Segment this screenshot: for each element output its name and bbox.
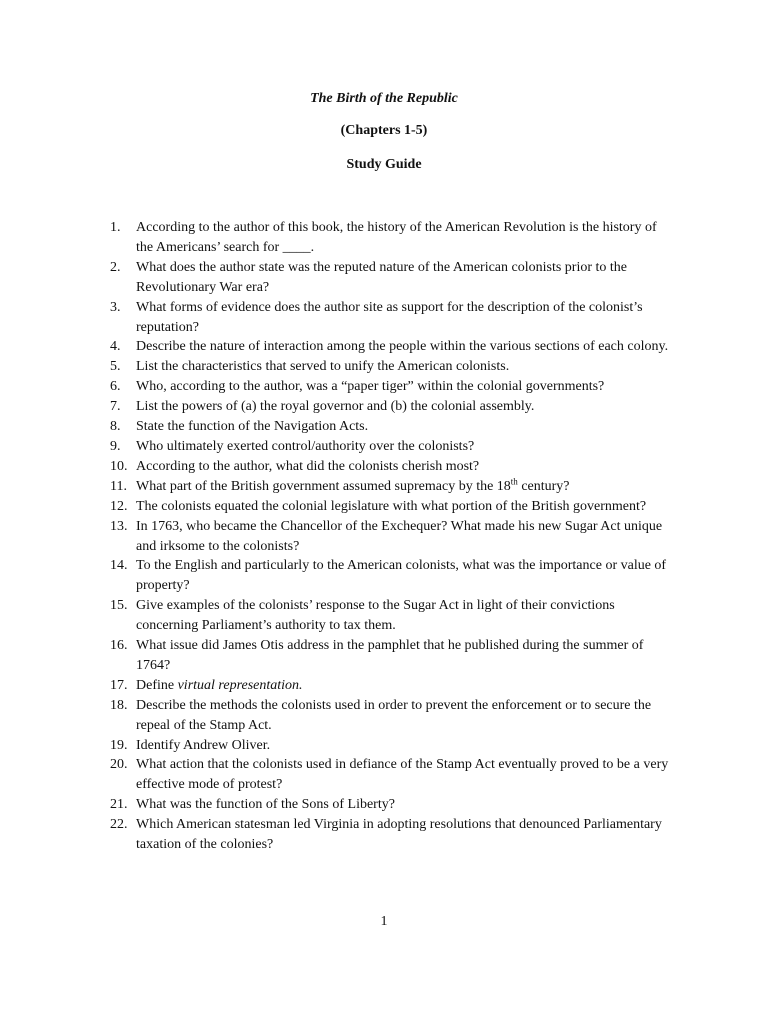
question-text: Give examples of the colonists’ response to the Sugar Act in light of their convictions concerning Parliament’s authority to tax them. bbox=[136, 598, 615, 634]
question-text bbox=[136, 678, 303, 693]
question-item bbox=[110, 357, 670, 377]
question-number: 14. bbox=[110, 558, 128, 574]
question-number: 11. bbox=[110, 478, 127, 494]
question-number: 8. bbox=[110, 419, 121, 435]
question-text: The colonists equated the colonial legislature with what portion of the British government? bbox=[136, 498, 647, 514]
question-number: 4. bbox=[110, 339, 121, 355]
question-text: Describe the methods the colonists used in order to prevent the enforcement or to secure the repeal of the Stamp Act. bbox=[136, 697, 652, 733]
question-text: According to the author, what did the colonists cherish most? bbox=[136, 458, 480, 474]
question-item bbox=[110, 298, 670, 338]
question-item bbox=[110, 258, 670, 298]
question-number: 7. bbox=[110, 399, 121, 415]
question-number: 6. bbox=[110, 379, 121, 395]
question-text-after: century? bbox=[517, 478, 570, 494]
question-number: 18. bbox=[110, 697, 128, 713]
question-item bbox=[110, 556, 670, 596]
question-item bbox=[110, 457, 670, 477]
question-text: To the English and particularly to the American colonists, what was the importance or value of property? bbox=[136, 558, 667, 594]
ordinal-superscript: th bbox=[510, 476, 518, 487]
question-text: What does the author state was the reputed nature of the American colonists prior to the Revolutionary War era? bbox=[136, 259, 628, 295]
question-item bbox=[110, 437, 670, 457]
question-text: What was the function of the Sons of Liberty? bbox=[136, 797, 395, 813]
question-list bbox=[110, 218, 670, 855]
question-text: State the function of the Navigation Acts. bbox=[136, 419, 369, 435]
question-item bbox=[110, 377, 670, 397]
question-item bbox=[110, 676, 670, 696]
question-text: Identify Andrew Oliver. bbox=[136, 737, 271, 753]
chapters-heading: (Chapters 1-5) bbox=[340, 123, 428, 138]
question-text: List the characteristics that served to unify the American colonists. bbox=[136, 359, 510, 375]
question-number: 21. bbox=[110, 797, 128, 813]
question-text: Who, according to the author, was a “paper tiger” within the colonial governments? bbox=[136, 379, 605, 395]
question-text: What issue did James Otis address in the pamphlet that he published during the summer of 1764? bbox=[136, 638, 644, 673]
question-number: 17. bbox=[110, 677, 128, 693]
question-number: 10. bbox=[110, 458, 128, 474]
question-number: 2. bbox=[110, 259, 121, 275]
question-item bbox=[110, 517, 670, 557]
question-number: 16. bbox=[110, 638, 128, 654]
question-number: 19. bbox=[110, 737, 128, 753]
question-text: In 1763, who became the Chancellor of the Exchequer? What made his new Sugar Act unique and irksome to the colonists? bbox=[136, 518, 663, 554]
question-text-before: What part of the British government assumed supremacy by the 18 bbox=[136, 478, 511, 494]
question-text: Who ultimately exerted control/authority over the colonists? bbox=[136, 438, 475, 454]
question-item bbox=[110, 397, 670, 417]
question-number: 22. bbox=[110, 817, 128, 833]
question-item bbox=[110, 417, 670, 437]
question-number: 9. bbox=[110, 438, 121, 454]
question-item bbox=[110, 477, 670, 497]
question-text: Describe the nature of interaction among the people within the various sections of each colony. bbox=[136, 339, 669, 355]
question-text: What forms of evidence does the author site as support for the description of the colonist’s reputation? bbox=[136, 299, 643, 335]
question-number: 13. bbox=[110, 518, 128, 534]
question-item bbox=[110, 736, 670, 756]
question-item bbox=[110, 696, 670, 736]
question-number: 5. bbox=[110, 359, 121, 375]
question-item bbox=[110, 497, 670, 517]
question-item bbox=[110, 218, 670, 258]
question-item bbox=[110, 596, 670, 636]
question-text: What action that the colonists used in defiance of the Stamp Act eventually proved to be a very effective mode of protest? bbox=[136, 757, 669, 793]
study-guide-heading: Study Guide bbox=[346, 157, 422, 172]
italic-term: virtual representation. bbox=[177, 677, 303, 693]
question-item bbox=[110, 337, 670, 357]
question-number: 1. bbox=[110, 220, 121, 235]
question-text bbox=[136, 476, 570, 494]
document-title: The Birth of the Republic bbox=[310, 91, 458, 106]
question-text: List the powers of (a) the royal governor and (b) the colonial assembly. bbox=[136, 399, 535, 415]
question-number: 3. bbox=[110, 299, 121, 315]
question-number: 12. bbox=[110, 498, 128, 514]
question-item bbox=[110, 755, 670, 795]
question-text: Which American statesman led Virginia in adopting resolutions that denounced Parliamentary taxation of the colonies? bbox=[136, 817, 662, 853]
question-number: 20. bbox=[110, 757, 128, 773]
question-item bbox=[110, 795, 670, 815]
question-item bbox=[110, 815, 670, 855]
question-number: 15. bbox=[110, 598, 128, 614]
question-text-before: Define bbox=[136, 677, 178, 693]
page-number: 1 bbox=[380, 914, 388, 929]
question-text: According to the author of this book, the history of the American Revolution is the history of the Americans’ search for ____. bbox=[136, 220, 657, 255]
question-item bbox=[110, 636, 670, 676]
